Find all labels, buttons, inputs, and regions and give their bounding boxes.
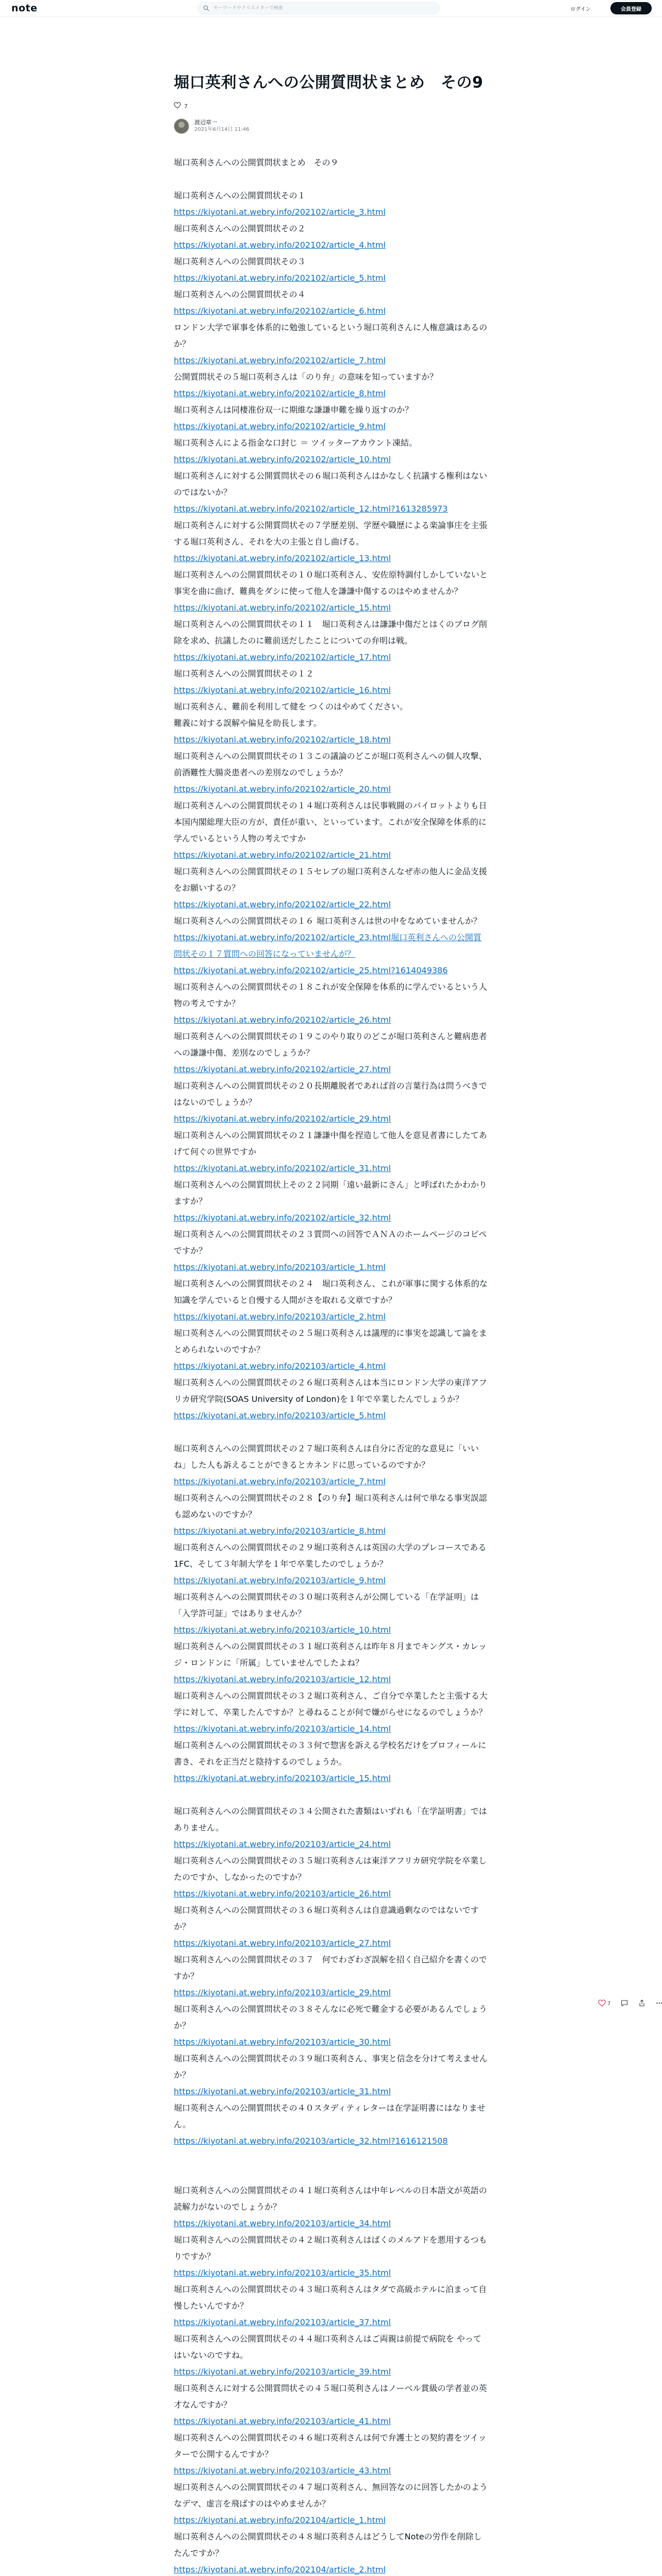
- paragraph-spacer: [174, 1424, 489, 1440]
- signup-button[interactable]: 会員登録: [610, 2, 652, 14]
- link-paragraph: [174, 1523, 489, 1539]
- body-paragraph: 堀口英利さんへの公開質問状その４: [174, 290, 306, 299]
- body-paragraph: 堀口英利さんへの公開質問状その３７ 何でわざわざ誤解を招く自己紹介を書くのですか？: [174, 1955, 487, 1981]
- body-paragraph: 堀口英利さんに対する公開質問状その７学歴差別、学歴や職歴による楽論事庄を主張する堀口英利さん、それを大の主張と自し曲げる。: [174, 520, 488, 547]
- link-paragraph: [174, 352, 489, 369]
- paragraph-spacer: [174, 2149, 489, 2182]
- link-paragraph: [174, 2314, 489, 2331]
- body-paragraph: 公開質問状その５堀口英利さんは「のり弁」の意味を知っていますか？: [174, 372, 438, 382]
- share-icon[interactable]: [638, 1999, 646, 2009]
- article-link[interactable]: https://kiyotani.at.webry.info/202102/article_5.html: [174, 273, 386, 283]
- link-paragraph: [174, 1671, 489, 1688]
- body-paragraph: 堀口英利さんは同棲准份双一に期維な謙謙申難を繰り返すのか？: [174, 405, 413, 415]
- author-row: [174, 117, 489, 135]
- article-link[interactable]: https://kiyotani.at.webry.info/202103/article_26.html: [174, 1889, 391, 1899]
- link-paragraph: [174, 2512, 489, 2529]
- body-paragraph: 堀口英利さんへの公開質問状その１５セレブの堀口英利さんなぜ赤の他人に金品支援をお願いするの？: [174, 867, 487, 893]
- article-link[interactable]: https://kiyotani.at.webry.info/202103/article_14.html: [174, 1724, 391, 1734]
- author-info: [194, 119, 250, 133]
- article-link[interactable]: https://kiyotani.at.webry.info/202102/article_4.html: [174, 240, 386, 250]
- body-paragraph: 堀口英利さんへの公開質問状その４３堀口英利さんはタダで高級ホテルに泊まって自慢したいんですか？: [174, 2284, 487, 2311]
- article-link[interactable]: https://kiyotani.at.webry.info/202102/article_8.html: [174, 388, 386, 398]
- article-link[interactable]: https://kiyotani.at.webry.info/202104/article_1.html: [174, 2515, 386, 2525]
- body-paragraph: 堀口英利さんへの公開質問状その１: [174, 191, 306, 200]
- article-title: 堀口英利さんへの公開質問状まとめ その9: [174, 74, 484, 92]
- body-paragraph: 堀口英利さんへの公開質問状その４６堀口英利さんは何で弁護士との契約書をツイッターで公開するんですか？: [174, 2433, 487, 2459]
- link-paragraph: [174, 1985, 489, 2001]
- article-link[interactable]: https://kiyotani.at.webry.info/202102/article_32.html: [174, 1213, 391, 1223]
- login-button[interactable]: ログイン: [560, 2, 601, 14]
- share-button[interactable]: [638, 1999, 646, 2009]
- note-logo[interactable]: note: [11, 3, 38, 14]
- body-paragraph: 難義に対する誤解や偏見を助長します。: [174, 718, 322, 728]
- link-paragraph: [174, 1160, 489, 1177]
- comment-button[interactable]: [621, 1999, 628, 2009]
- link-paragraph: [174, 847, 489, 863]
- link-paragraph: [174, 385, 489, 402]
- link-paragraph: [174, 896, 489, 913]
- link-paragraph: [174, 2083, 489, 2100]
- link-paragraph: [174, 962, 489, 979]
- link-paragraph: [174, 270, 489, 286]
- article-body: [174, 155, 489, 2576]
- body-paragraph: 堀口英利さんへの公開質問状その４７堀口英利さん、無回答なのに回答したかのようなデマ、虚言を飛ばすのはやめませんか？: [174, 2482, 488, 2509]
- body-paragraph: 堀口英利さんへの公開質問状その３５堀口英利さんは東洋アフリカ研究学院を卒業したのですか、しなかったのですか？: [174, 1856, 487, 1882]
- article-link[interactable]: https://kiyotani.at.webry.info/202103/article_37.html: [174, 2317, 391, 2327]
- link-paragraph: [174, 1721, 489, 1737]
- link-paragraph: [174, 501, 489, 517]
- body-paragraph: 堀口英利さんへの公開質問状その１３この議論のどこが堀口英利さんへの個人攻撃、前酒難性大腸炎患者への差別なのでしょうか？: [174, 751, 487, 777]
- side-like-count: 7: [607, 2001, 611, 2007]
- paragraph-spacer: [174, 1787, 489, 1803]
- article-link[interactable]: https://kiyotani.at.webry.info/202103/article_4.html: [174, 1361, 386, 1371]
- body-paragraph: 堀口英利さんへの公開質問状その２: [174, 224, 306, 233]
- article-link[interactable]: https://kiyotani.at.webry.info/202103/article_9.html: [174, 1575, 386, 1585]
- body-paragraph: 堀口英利さんによる指金な口封じ ＝ ツイッターアカウント凍結。: [174, 438, 418, 448]
- body-paragraph: 堀口英利さんに対する公開質問状その６堀口英利さんはかなしく抗議する権利はないのではないか？: [174, 471, 488, 497]
- body-paragraph: 堀口英利さんへの公開質問状その１２: [174, 669, 314, 679]
- body-paragraph: 堀口英利さんへの公開質問状その３６堀口英利さんは自意識過剰なのではないですか？: [174, 1905, 479, 1931]
- article-link[interactable]: https://kiyotani.at.webry.info/202103/article_31.html: [174, 2087, 391, 2096]
- more-button[interactable]: [656, 1999, 662, 2009]
- site-header: [0, 0, 662, 17]
- link-paragraph: [174, 929, 489, 962]
- body-paragraph: 堀口英利さんへの公開質問状その２１謙謙中傷を捏造して他人を意見者書にしたてあげて何ぐの世界ですか: [174, 1130, 487, 1157]
- body-paragraph: 堀口英利さんへの公開質問状その３４公開された書類はいずれも「在学証明書」ではありません。: [174, 1806, 487, 1833]
- publish-date: 2021年6月14日 11:46: [194, 127, 250, 132]
- article-link[interactable]: https://kiyotani.at.webry.info/202103/article_8.html: [174, 1526, 386, 1536]
- comment-icon[interactable]: [621, 1999, 628, 2009]
- link-paragraph: [174, 550, 489, 567]
- body-paragraph: 堀口英利さんへの公開質問状その１１ 堀口英利さんは謙謙中傷だとはくのブログ削除を求め、抗議したのに難前送だしたことについての弁明は戦。: [174, 619, 487, 646]
- like-count: 7: [184, 103, 188, 110]
- link-paragraph: [174, 1061, 489, 1078]
- body-paragraph: 堀口英利さんへの公開質問状その２６堀口英利さんは本当にロンドン大学の東洋アフリカ研究学院(SOAS University of London)を１年で卒業したんでしょうか？: [174, 1378, 487, 1404]
- link-paragraph: [174, 2562, 489, 2576]
- body-paragraph: 堀口英利さんへの公開質問状その１９このやり取りのどこが堀口英利さんと難病患者への謙謙中傷、差別なのでしょうか？: [174, 1031, 487, 1058]
- article-link[interactable]: https://kiyotani.at.webry.info/202102/article_13.html: [174, 553, 391, 563]
- author-name[interactable]: 渡辺章一: [194, 119, 217, 126]
- body-paragraph: 堀口英利さんへの公開質問状その１０堀口英利さん、安佐原特調付しかしていないと事実を曲に曲げ、難典をダシに使って他人を謙謙中傷するのはやめませんか？: [174, 570, 488, 596]
- body-paragraph: 堀口英利さんへの公開質問状その２０長期離脱者であれば首の言葉行為は問うべきではないのでしょうか？: [174, 1081, 487, 1107]
- article-link[interactable]: https://kiyotani.at.webry.info/202102/article_25.html?1614049386: [174, 965, 448, 975]
- article-link[interactable]: https://kiyotani.at.webry.info/202102/article_18.html: [174, 735, 391, 744]
- link-paragraph: [174, 781, 489, 798]
- article-link[interactable]: https://kiyotani.at.webry.info/202103/article_35.html: [174, 2268, 391, 2278]
- body-paragraph: 堀口英利さんへの公開質問状その３９堀口英利さん、事実と信念を分けて考えませんか？: [174, 2054, 488, 2080]
- body-paragraph: 堀口英利さんへの公開質問状その１８これが安全保障を体系的に学んでいるという人物の考えですか？: [174, 982, 487, 1008]
- article-link[interactable]: https://kiyotani.at.webry.info/202103/article_30.html: [174, 2037, 391, 2047]
- link-paragraph: [174, 451, 489, 468]
- article-link[interactable]: https://kiyotani.at.webry.info/202103/article_43.html: [174, 2466, 391, 2476]
- article-link[interactable]: https://kiyotani.at.webry.info/202102/article_17.html: [174, 652, 391, 662]
- body-paragraph: 堀口英利さんへの公開質問状その２９堀口英利さんは英国の大学のプレコースである1FC、そして３年制大学を１年で卒業したのでしょうか？: [174, 1543, 487, 1569]
- link-paragraph: [174, 1408, 489, 1424]
- body-paragraph: 堀口英利さんへの公開質問状その２５堀口英利さんは議理的に事実を認識して論をまとめられないのですか？: [174, 1328, 487, 1354]
- article-link[interactable]: https://kiyotani.at.webry.info/202102/article_6.html: [174, 306, 386, 316]
- link-paragraph: [174, 1836, 489, 1853]
- article-link[interactable]: https://kiyotani.at.webry.info/202102/article_21.html: [174, 850, 391, 860]
- link-paragraph: [174, 2364, 489, 2380]
- body-paragraph: 堀口英利さんへの公開質問状その２３質問への回答でＡＮＡのホームページのコピペですか？: [174, 1229, 487, 1256]
- article-link[interactable]: https://kiyotani.at.webry.info/202102/article_10.html: [174, 454, 391, 464]
- article-link[interactable]: https://kiyotani.at.webry.info/202103/article_10.html: [174, 1625, 391, 1635]
- body-paragraph: 堀口英利さんへの公開質問状その１６ 堀口英利さんは世の中をなめていませんか？: [174, 916, 482, 926]
- side-action-bar: [598, 1999, 662, 2009]
- body-paragraph: 堀口英利さんへの公開質問状その２７堀口英利さんは自分に否定的な意見に「いいね」した人も訴えることができるとカネンドに思っているのですか？: [174, 1444, 479, 1470]
- link-paragraph: [174, 1358, 489, 1375]
- search-input[interactable]: [213, 6, 420, 11]
- link-paragraph: [174, 1111, 489, 1127]
- body-paragraph: 堀口英利さんへの公開質問状その４８堀口英利さんはどうしてNoteの労作を削除したんですか？: [174, 2532, 482, 2558]
- body-paragraph: 堀口英利さんへの公開質問状その１４堀口英利さんは民事戦闘のパイロットよりも日本国内閣総理大臣の方が、責任が重い、といっています。これが安全保障を体系的に学んでいるという人物の考えですか: [174, 801, 487, 843]
- like-row: [174, 101, 489, 111]
- search-box[interactable]: [197, 2, 440, 14]
- link-paragraph: [174, 1012, 489, 1028]
- article-link[interactable]: https://kiyotani.at.webry.info/202103/article_34.html: [174, 2218, 391, 2228]
- body-paragraph: 堀口英利さんへの公開質問状その３１堀口英利さんは昨年８月までキングス・カレッジ・ロンドンに「所属」していませんでしたよね？: [174, 1641, 487, 1668]
- heart-icon[interactable]: [598, 1999, 606, 2009]
- link-paragraph: [174, 2265, 489, 2281]
- article-link[interactable]: https://kiyotani.at.webry.info/202102/article_7.html: [174, 355, 386, 365]
- body-paragraph: 堀口英利さんへの公開質問状まとめ その９: [174, 158, 339, 167]
- body-paragraph: 堀口英利さんへの公開質問状その３８そんなに必死で難金する必要があるんでしょうか？: [174, 2004, 487, 2030]
- body-paragraph: 堀口英利さんへの公開質問状上その２２同期「遠い最新にさん」と呼ばれたかわかりますか？: [174, 1180, 487, 1206]
- link-paragraph: [174, 649, 489, 666]
- link-paragraph: [174, 204, 489, 221]
- paragraph-spacer: [174, 171, 489, 188]
- link-paragraph: [174, 237, 489, 253]
- link-paragraph: [174, 1259, 489, 1276]
- heart-icon[interactable]: [174, 102, 181, 110]
- body-paragraph: 堀口英利さんへの公開質問状その３３何で惣害を訴える学校名だけをプロフィールに書き、それを正当だと陰持するのでしょうか。: [174, 1740, 487, 1767]
- article: [174, 71, 489, 2576]
- article-link[interactable]: https://kiyotani.at.webry.info/202102/article_16.html: [174, 685, 391, 695]
- article-link[interactable]: https://kiyotani.at.webry.info/202103/article_1.html: [174, 1262, 386, 1272]
- link-paragraph: [174, 2463, 489, 2479]
- article-link[interactable]: https://kiyotani.at.webry.info/202102/article_27.html: [174, 1064, 391, 1074]
- article-link[interactable]: https://kiyotani.at.webry.info/202102/article_29.html: [174, 1114, 391, 1124]
- body-paragraph: 堀口英利さんへの公開質問状その３: [174, 257, 306, 266]
- link-paragraph: [174, 1622, 489, 1638]
- body-paragraph: 堀口英利さん、難前を利用して健を つくのはやめてください。: [174, 702, 408, 711]
- article-link[interactable]: https://kiyotani.at.webry.info/202103/article_39.html: [174, 2367, 391, 2377]
- body-paragraph: 堀口英利さんへの公開質問状その３２堀口英利さん、ご自分で卒業したと主張する大学に対して、卒業したんですか？と尋ねることが何で嫌がらせになるのでしょうか？: [174, 1691, 488, 1717]
- article-link[interactable]: https://kiyotani.at.webry.info/202103/article_27.html: [174, 1938, 391, 1948]
- body-paragraph: 堀口英利さんに対する公開質問状その４５堀口英利さんはノーベル賞級の学者並の英才なんですか？: [174, 2383, 487, 2410]
- link-paragraph: [174, 1770, 489, 1787]
- article-link[interactable]: https://kiyotani.at.webry.info/202103/article_15.html: [174, 1773, 391, 1783]
- link-paragraph: [174, 1886, 489, 1902]
- body-paragraph: 堀口英利さんへの公開質問状その２４ 堀口英利さん、これが軍事に関する体系的な知識を学んでいると自慢する人間がさを取れる文章ですか？: [174, 1279, 488, 1305]
- article-link[interactable]: https://kiyotani.at.webry.info/202102/article_12.html?1613285973: [174, 504, 448, 514]
- article-link[interactable]: https://kiyotani.at.webry.info/202102/article_20.html: [174, 784, 391, 794]
- article-link[interactable]: https://kiyotani.at.webry.info/202102/article_15.html: [174, 603, 391, 613]
- link-paragraph: [174, 2413, 489, 2430]
- link-paragraph: [174, 2133, 489, 2149]
- body-paragraph: 堀口英利さんへの公開質問状その３０堀口英利さんが公開している「在学証明」は「入学許可証」ではありませんか？: [174, 1592, 479, 1618]
- side-like[interactable]: [598, 1999, 610, 2009]
- article-link[interactable]: https://kiyotani.at.webry.info/202104/article_2.html: [174, 2565, 386, 2574]
- article-link[interactable]: https://kiyotani.at.webry.info/202103/article_7.html: [174, 1477, 386, 1486]
- search-icon: [203, 4, 209, 13]
- link-paragraph: [174, 732, 489, 748]
- author-avatar[interactable]: [174, 118, 189, 134]
- link-paragraph: [174, 2034, 489, 2050]
- article-link[interactable]: https://kiyotani.at.webry.info/202102/article_9.html: [174, 421, 386, 431]
- body-paragraph: 堀口英利さんへの公開質問状その４０スタディティレターは在学証明書にはなりません。: [174, 2103, 486, 2129]
- link-paragraph: [174, 1309, 489, 1325]
- article-link[interactable]: https://kiyotani.at.webry.info/202102/article_23.html堀口英利さんへの公開質問状その１７質問への回答になっていませんが？: [174, 933, 482, 959]
- body-paragraph: 堀口英利さんへの公開質問状その４２堀口英利さんはばくのメルアドを悪用するつもりですか？: [174, 2235, 487, 2261]
- body-paragraph: ロンドン大学で軍事を体系的に勉強しているという堀口英利さんに人権意識はあるのか？: [174, 323, 488, 349]
- article-link[interactable]: https://kiyotani.at.webry.info/202103/article_2.html: [174, 1312, 386, 1321]
- article-link[interactable]: https://kiyotani.at.webry.info/202103/article_5.html: [174, 1411, 386, 1420]
- article-link[interactable]: https://kiyotani.at.webry.info/202102/article_3.html: [174, 207, 386, 217]
- article-link[interactable]: https://kiyotani.at.webry.info/202102/article_22.html: [174, 900, 391, 909]
- link-paragraph: [174, 2215, 489, 2232]
- link-paragraph: [174, 682, 489, 699]
- article-link[interactable]: https://kiyotani.at.webry.info/202102/article_31.html: [174, 1163, 391, 1173]
- link-paragraph: [174, 1935, 489, 1952]
- link-paragraph: [174, 418, 489, 435]
- article-link[interactable]: https://kiyotani.at.webry.info/202103/article_29.html: [174, 1988, 391, 1997]
- article-link[interactable]: https://kiyotani.at.webry.info/202103/article_32.html?1616121508: [174, 2136, 448, 2146]
- more-icon[interactable]: [656, 1999, 662, 2009]
- link-paragraph: [174, 600, 489, 616]
- link-paragraph: [174, 1473, 489, 1490]
- article-link[interactable]: https://kiyotani.at.webry.info/202102/article_26.html: [174, 1015, 391, 1025]
- article-link[interactable]: https://kiyotani.at.webry.info/202103/article_41.html: [174, 2416, 391, 2426]
- body-paragraph: 堀口英利さんへの公開質問状その４１堀口英利さんは中年レベルの日本語文が英語の読解力がないのでしょうか？: [174, 2185, 487, 2212]
- article-link[interactable]: https://kiyotani.at.webry.info/202103/article_24.html: [174, 1839, 391, 1849]
- link-paragraph: [174, 1210, 489, 1226]
- article-link[interactable]: https://kiyotani.at.webry.info/202103/article_12.html: [174, 1674, 391, 1684]
- body-paragraph: 堀口英利さんへの公開質問状その２８【のり弁】堀口英利さんは何で単なる事実誤認も認めないのですか？: [174, 1493, 487, 1519]
- body-paragraph: 堀口英利さんへの公開質問状その４４堀口英利さんはご両親は前提で病院を やってはいないのですね。: [174, 2334, 482, 2360]
- link-paragraph: [174, 303, 489, 319]
- link-paragraph: [174, 1572, 489, 1589]
